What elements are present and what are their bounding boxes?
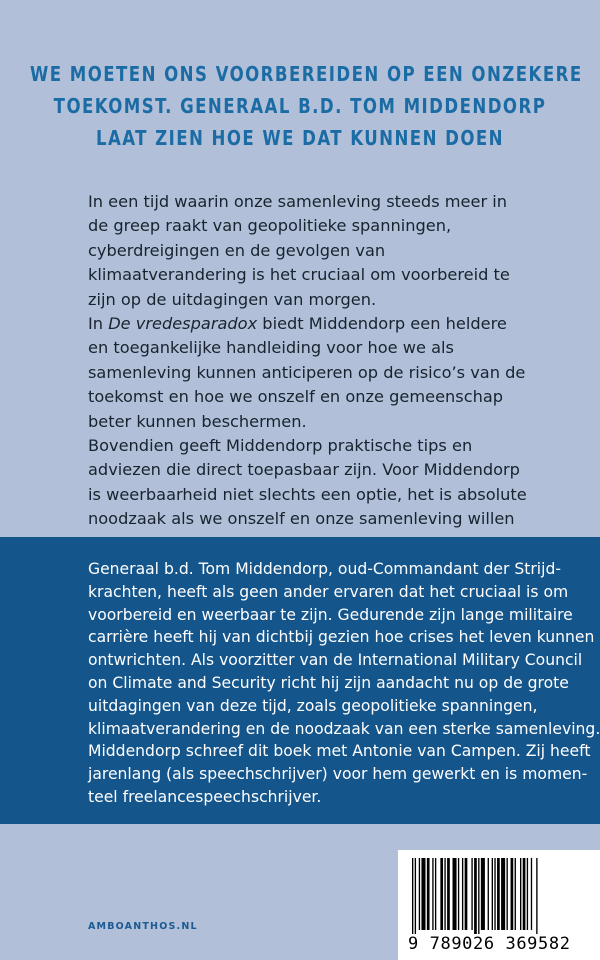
barcode-bar <box>432 858 433 930</box>
intro-paragraph-2-rest: biedt Middendorp een heldere en toegankelijke handleiding voor hoe we als samenleving kunnen anticiperen op de risico’s van de toekomst en hoe we onszelf en onze gemeenschap beter kunnen beschermen. <box>88 314 526 431</box>
barcode-bar <box>511 858 514 930</box>
barcode-bar <box>536 858 537 934</box>
barcode-bar <box>531 858 532 930</box>
barcode-bar <box>478 858 479 934</box>
barcode-bar <box>501 858 505 930</box>
bio-line: on Climate and Security richt hij zijn aandacht nu op de grote <box>88 673 569 692</box>
barcode-bar <box>427 858 430 930</box>
barcode-bar <box>481 858 485 930</box>
barcode-bar <box>440 858 443 930</box>
bio-line: Generaal b.d. Tom Middendorp, oud-Commandant der Strijd- <box>88 560 561 578</box>
barcode-bar <box>507 858 508 930</box>
headline <box>30 58 583 154</box>
barcode-bar <box>419 858 420 930</box>
bio-line: uitdagingen van deze tijd, zoals geopolitieke spanningen, <box>88 696 538 715</box>
headline-line-2: TOEKOMST. GENERAAL B.D. TOM MIDDENDORP <box>53 94 547 118</box>
barcode-bar <box>515 858 516 930</box>
barcode-bar <box>497 858 500 930</box>
barcode-bar <box>462 858 463 930</box>
bio-line: carrière heeft hij van dichtbij gezien hoe crises het leven kunnen <box>88 628 595 647</box>
bio-line: Middendorp schreef dit boek met Antonie van Campen. Zij heeft <box>88 742 591 761</box>
barcode-bar <box>520 858 521 930</box>
barcode-bar <box>415 858 416 934</box>
intro-paragraph-2 <box>88 312 528 434</box>
bio-line: klimaatverandering en de noodzaak van een sterke samenleving. <box>88 719 600 738</box>
intro-text <box>88 190 528 556</box>
isbn-number: 9 789026 369582 <box>408 934 571 954</box>
barcode-bar <box>447 858 450 930</box>
intro-paragraph-3: Bovendien geeft Middendorp praktische tips en adviezen die direct toepasbaar zijn. Voor Middendorp is weerbaarheid niet slechts een optie, het is absolute noodzaak als we onszelf en onze samenleving willen <box>88 436 527 529</box>
barcode-bars <box>412 858 586 934</box>
author-bio <box>88 558 600 809</box>
barcode-bar <box>421 858 425 930</box>
barcode-bar <box>527 858 528 930</box>
barcode-bar <box>494 858 495 930</box>
book-title: De vredesparadox <box>108 314 258 334</box>
barcode-bar <box>488 858 489 930</box>
barcode-bar <box>474 858 477 934</box>
barcode-bar <box>458 858 459 930</box>
publisher-website: AMBOANTHOS.NL <box>88 921 198 932</box>
intro-paragraph-2-prefix: In <box>88 314 109 334</box>
headline-line-1: WE MOETEN ONS VOORBEREIDEN OP EEN ONZEKERE <box>30 62 583 86</box>
barcode-bar <box>492 858 493 930</box>
barcode-bar <box>453 858 457 930</box>
bio-line: krachten, heeft als geen ander ervaren dat het cruciaal is om <box>88 582 569 601</box>
barcode-bar <box>412 858 413 934</box>
bio-line: voorbereid en weerbaar te zijn. Gedurende zijn lange militaire <box>88 605 573 624</box>
barcode-bar <box>444 858 445 930</box>
barcode-bar <box>465 858 468 930</box>
barcode-bar <box>523 858 526 930</box>
bio-line: ontwrichten. Als voorzitter van de International Military Council <box>88 651 583 670</box>
bio-line: jarenlang (als speechschrijver) voor hem gewerkt en is momen- <box>88 765 588 784</box>
intro-paragraph-1: In een tijd waarin onze samenleving steeds meer in de greep raakt van geopolitieke spanningen, cyberdreigingen en de gevolgen van klimaatverandering is het cruciaal om voorbereid te zijn op de uitdagingen van morgen. <box>88 192 510 309</box>
headline-line-3: LAAT ZIEN HOE WE DAT KUNNEN DOEN <box>95 126 505 150</box>
bio-line: teel freelancespeechschrijver. <box>88 787 322 806</box>
barcode <box>398 850 600 960</box>
barcode-bar <box>471 858 472 930</box>
barcode-bar <box>435 858 436 930</box>
